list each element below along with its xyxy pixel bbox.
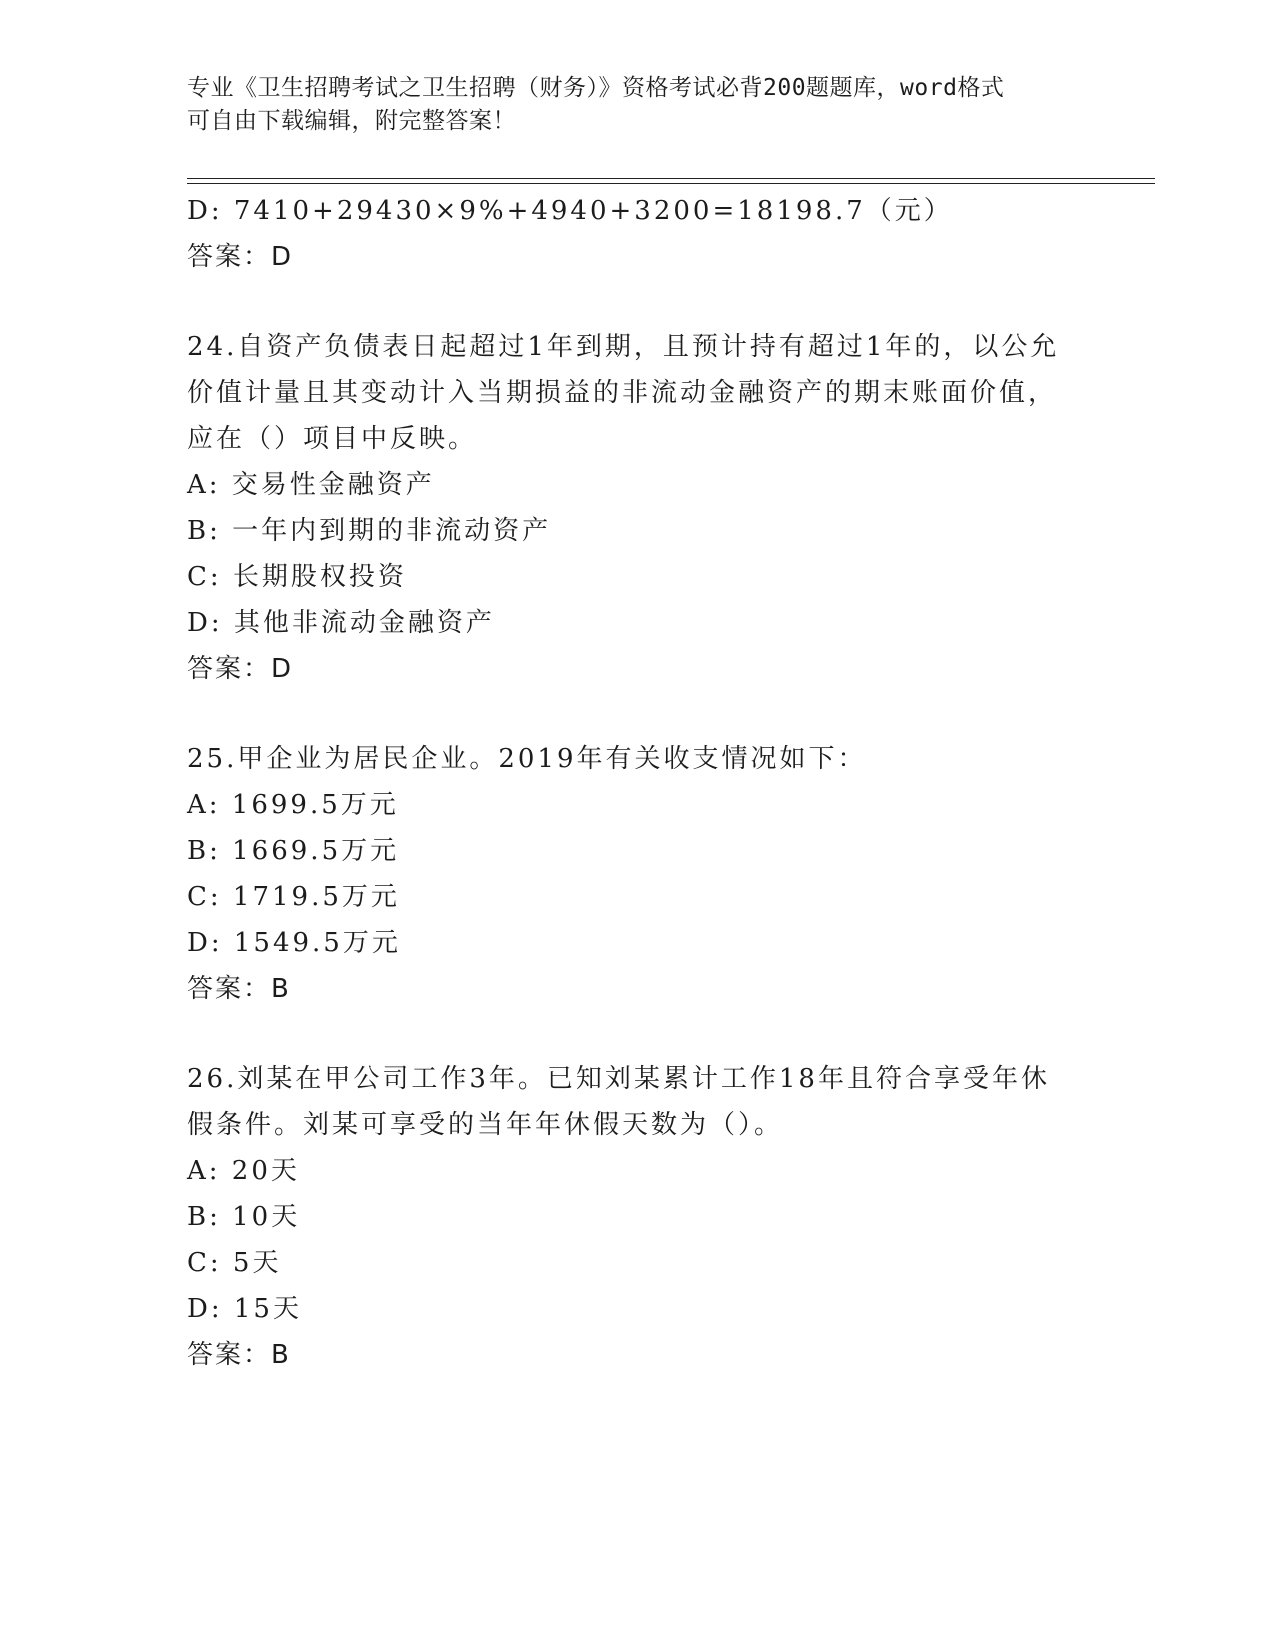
answer-line: 答案：B: [187, 1340, 291, 1370]
option-b: B: 10天: [187, 1202, 301, 1232]
header-divider-top: [187, 178, 1155, 179]
option-a: A: 20天: [187, 1156, 300, 1186]
question-stem-line: 24.自资产负债表日起超过1年到期，且预计持有超过1年的，以公允: [187, 332, 1060, 362]
question-25: [187, 736, 1087, 1012]
header-line-1: 专业《卫生招聘考试之卫生招聘（财务）》资格考试必背200题题库，word格式: [187, 75, 1005, 101]
option-a: A: 1699.5万元: [187, 790, 399, 820]
option-d: D: 1549.5万元: [187, 928, 401, 958]
header-line-2: 可自由下载编辑，附完整答案！: [187, 108, 516, 134]
question-26: [187, 1056, 1087, 1378]
previous-question-tail: [187, 188, 1087, 280]
question-stem-line: 应在（）项目中反映。: [187, 424, 478, 454]
answer-line: 答案：D: [187, 654, 294, 684]
option-d: D: 其他非流动金融资产: [187, 608, 495, 638]
option-a: A: 交易性金融资产: [187, 470, 435, 500]
document-body: [187, 188, 1087, 1378]
document-header: [187, 72, 1067, 138]
question-stem-line: 价值计量且其变动计入当期损益的非流动金融资产的期末账面价值，: [187, 378, 1058, 408]
option-c: C: 5天: [187, 1248, 282, 1278]
option-c: C: 1719.5万元: [187, 882, 400, 912]
option-d: D: 15天: [187, 1294, 302, 1324]
question-stem-line: 假条件。刘某可享受的当年年休假天数为（）。: [187, 1110, 784, 1140]
question-24: [187, 324, 1087, 692]
answer-line: 答案：D: [187, 242, 294, 272]
header-divider-bottom: [187, 183, 1155, 184]
option-b: B: 一年内到期的非流动资产: [187, 516, 552, 546]
option-b: B: 1669.5万元: [187, 836, 400, 866]
answer-line: 答案：B: [187, 974, 291, 1004]
question-stem-line: 25.甲企业为居民企业。2019年有关收支情况如下：: [187, 744, 867, 774]
option-c: C: 长期股权投资: [187, 562, 407, 592]
option-d: D: 7410+29430×9%+4940+3200=18198.7（元）: [187, 196, 953, 226]
question-stem-line: 26.刘某在甲公司工作3年。已知刘某累计工作18年且符合享受年休: [187, 1064, 1050, 1094]
